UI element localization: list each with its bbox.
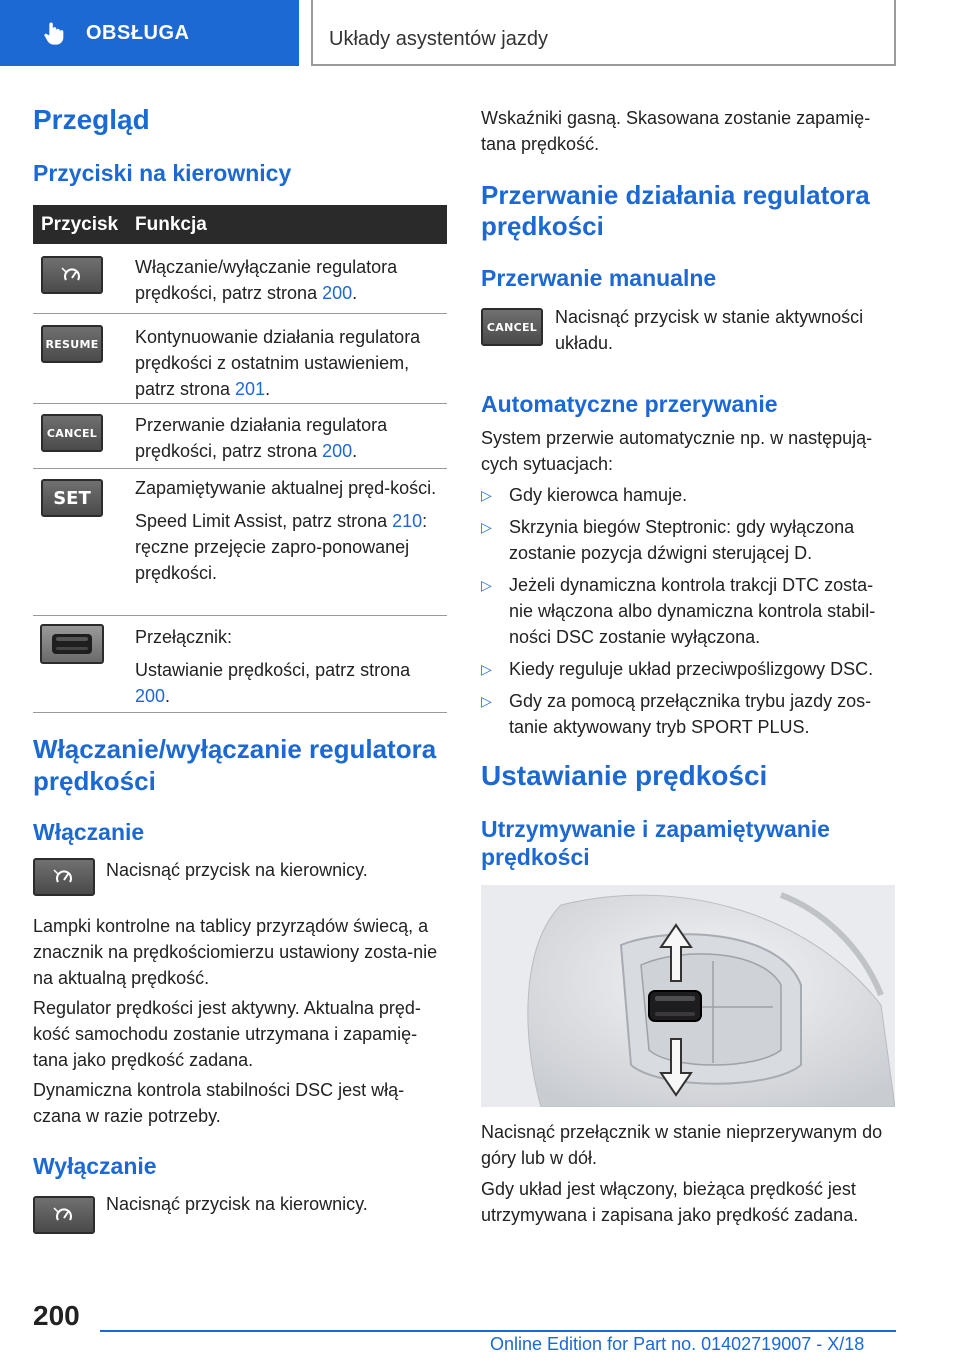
paragraph: Nacisnąć przełącznik w stanie nieprzerywanym do góry lub w dół. <box>481 1122 883 1168</box>
chapter-title: Układy asystentów jazdy <box>329 28 548 50</box>
paragraph: Dynamiczna kontrola stabilności DSC jest włą‐czana w razie potrzeby. <box>33 1080 405 1126</box>
col-button-header: Przycisk <box>41 214 119 235</box>
heading-manual: Przerwanie manualne <box>481 265 717 291</box>
col-function-header: Funkcja <box>135 214 207 235</box>
bullet-marker: ▷ <box>481 487 492 503</box>
heading-on-off: Włączanie/wyłączanie regulatora prędkości <box>33 734 437 796</box>
row-text: Zapamiętywanie aktualnej pręd‐kości. <box>135 478 437 498</box>
press-wheel-on: Nacisnąć przycisk na kierownicy. <box>106 860 368 880</box>
heading-keep-speed: Utrzymywanie i zapamiętywanie prędkości <box>481 816 830 870</box>
section-tab[interactable] <box>0 0 299 66</box>
paragraph: Regulator prędkości jest aktywny. Aktualna pręd‐kość samochodu zostanie utrzymana i zapamię‐tana jako prędkość zadana. <box>33 998 421 1070</box>
cruise-control-icon <box>41 256 103 294</box>
auto-text: System przerwie automatycznie np. w następują‐cych sytuacjach: <box>481 428 873 474</box>
table-row <box>33 616 447 713</box>
cancel-button <box>481 308 543 346</box>
row-text: Przełącznik: <box>135 627 233 647</box>
cancel-label: CANCEL <box>46 426 98 440</box>
edition-text: Online Edition for Part no. 01402719007 - X/18 <box>490 1334 865 1354</box>
row-text-end: . <box>165 686 171 706</box>
subtitle-wheel-buttons: Przyciski na kierownicy <box>33 160 292 186</box>
row-text-end: . <box>265 379 271 399</box>
bullet-list <box>481 482 895 746</box>
set-button <box>41 479 103 517</box>
table-row <box>33 314 447 404</box>
hand-pointer-icon <box>40 19 68 47</box>
cancel-button <box>41 414 103 452</box>
bullet-marker: ▷ <box>481 519 492 535</box>
list-item <box>481 514 895 566</box>
footer-divider <box>100 1330 896 1332</box>
list-item-text: Kiedy reguluje układ przeciwpoślizgowy DSC. <box>509 659 874 679</box>
cruise-control-icon <box>33 858 95 896</box>
list-item-text: Skrzynia biegów Steptronic: gdy wyłączona zostanie pozycja dźwigni sterującej D. <box>509 517 855 563</box>
chapter-header <box>311 0 896 66</box>
paragraph: Lampki kontrolne na tablicy przyrządów świecą, a znacznik na prędkościomierzu ustawiony zosta‐nie na aktualną prędkość. <box>33 916 438 988</box>
heading-set-speed: Ustawianie prędkości <box>481 760 768 791</box>
list-item-text: Gdy kierowca hamuje. <box>509 485 688 505</box>
press-wheel-off: Nacisnąć przycisk na kierownicy. <box>106 1194 368 1214</box>
row-text: Przerwanie działania regulatora prędkości, patrz strona <box>135 415 388 461</box>
bullet-marker: ▷ <box>481 693 492 709</box>
page-link[interactable]: 200 <box>322 441 353 461</box>
list-item <box>481 688 895 740</box>
cancel-label: CANCEL <box>486 320 538 334</box>
row-text: Ustawianie prędkości, patrz strona <box>135 660 411 680</box>
rocker-switch-icon <box>40 624 104 664</box>
row-text: Speed Limit Assist, patrz strona <box>135 511 393 531</box>
page-link[interactable]: 200 <box>322 283 353 303</box>
resume-label: RESUME <box>45 337 99 351</box>
heading-interrupt: Przerwanie działania regulatora prędkości <box>481 180 870 241</box>
row-text-end: . <box>352 441 358 461</box>
buttons-table <box>33 205 447 706</box>
row-text-end: . <box>352 283 358 303</box>
list-item <box>481 656 895 682</box>
list-item-text: Gdy za pomocą przełącznika trybu jazdy zos‐tanie aktywowany tryb SPORT PLUS. <box>509 691 872 737</box>
page-link[interactable]: 210 <box>392 511 423 531</box>
manual-text: Nacisnąć przycisk w stanie aktywności układu. <box>555 307 864 353</box>
page-number: 200 <box>33 1300 80 1331</box>
steering-wheel-rocker-photo <box>481 885 895 1107</box>
heading-auto: Automatyczne przerywanie <box>481 391 778 417</box>
set-label: SET <box>53 487 91 509</box>
paragraph: Wskaźniki gasną. Skasowana zostanie zapamię‐tana prędkość. <box>481 108 871 154</box>
cruise-control-icon <box>33 1196 95 1234</box>
paragraph: Gdy układ jest włączony, bieżąca prędkość jest utrzymywana i zapisana jako prędkość zadana. <box>481 1179 859 1225</box>
resume-button <box>41 325 103 363</box>
page-link[interactable]: 201 <box>235 379 266 399</box>
list-item <box>481 482 895 508</box>
page-title: Przegląd <box>33 104 150 135</box>
bullet-marker: ▷ <box>481 577 492 593</box>
list-item-text: Jeżeli dynamiczna kontrola trakcji DTC zosta‐nie włączona albo dynamiczna kontrola stabil‐ności DSC zostanie wyłączona. <box>509 575 876 647</box>
heading-switch-on: Włączanie <box>33 819 145 845</box>
table-row <box>33 469 447 616</box>
list-item <box>481 572 895 650</box>
page-link[interactable]: 200 <box>135 686 166 706</box>
table-row <box>33 244 447 314</box>
section-label: OBSŁUGA <box>86 21 190 44</box>
heading-switch-off: Wyłączanie <box>33 1153 157 1179</box>
bullet-marker: ▷ <box>481 661 492 677</box>
table-header <box>33 205 447 244</box>
row-text: Włączanie/wyłączanie regulatora prędkości, patrz strona <box>135 257 398 303</box>
row-text: Kontynuowanie działania regulatora prędkości z ostatnim ustawieniem, patrz strona <box>135 327 421 399</box>
row-text-end: : ręczne przejęcie zapro‐ponowanej prędkości. <box>135 511 428 583</box>
table-row <box>33 404 447 469</box>
